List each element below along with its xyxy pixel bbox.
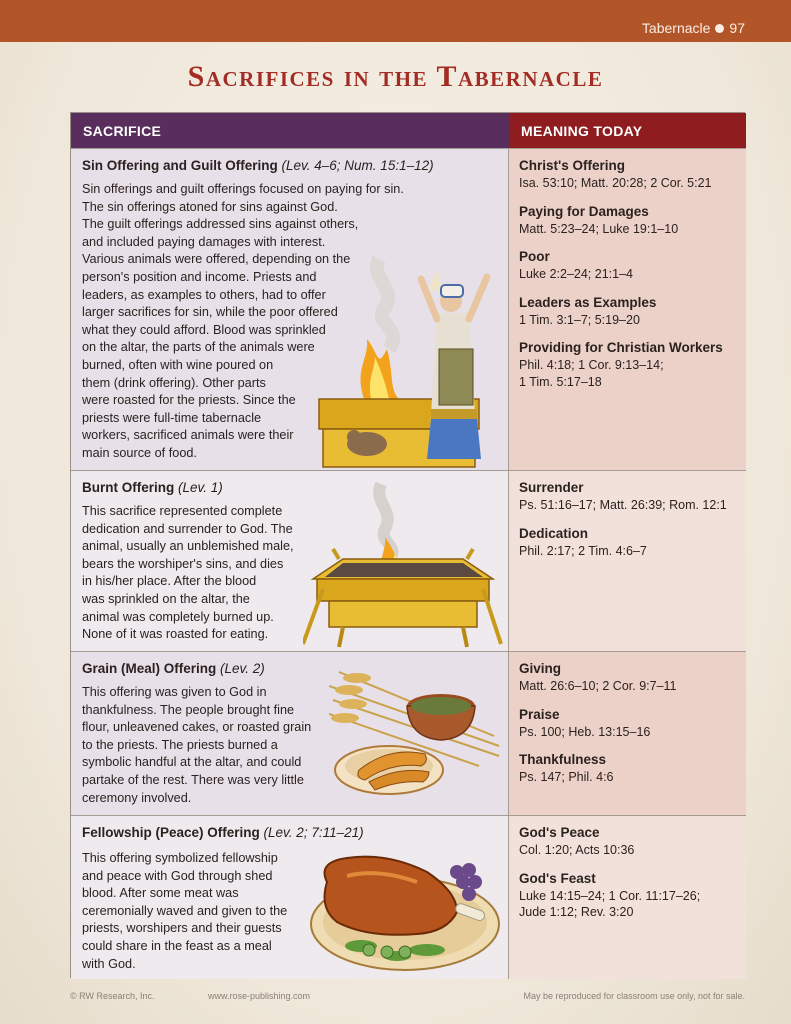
meaning-item [519,249,736,283]
sacrifice-reference: (Lev. 2) [220,661,265,676]
sacrifice-reference: (Lev. 4–6; Num. 15:1–12) [281,158,434,173]
meaning-refs: Matt. 5:23–24; Luke 19:1–10 [519,221,679,236]
footer-copyright: © RW Research, Inc. [70,991,155,1001]
page-number: 97 [729,20,745,36]
meaning-cell [509,471,746,651]
sacrifice-name: Sin Offering and Guilt Offering [82,158,278,173]
meaning-item [519,480,736,514]
bronze-altar-illustration [303,479,503,649]
meaning-title: Poor [519,249,550,264]
meaning-refs: Luke 2:2–24; 21:1–4 [519,267,633,281]
footer-notice: May be reproduced for classroom use only, not for sale. [523,991,745,1001]
meaning-refs: 1 Tim. 3:1–7; 5:19–20 [519,312,640,327]
table-row [71,470,746,651]
bullet-dot-icon [715,24,724,33]
sacrifice-name: Grain (Meal) Offering [82,661,217,676]
meaning-refs: Ps. 51:16–17; Matt. 26:39; Rom. 12:1 [519,498,727,512]
footer-website: www.rose-publishing.com [208,991,311,1001]
column-header-sacrifice: SACRIFICE [71,113,509,148]
sacrifice-title [82,825,364,840]
meaning-title: Dedication [519,525,589,541]
section-name: Tabernacle [641,20,711,36]
table-row [71,815,746,979]
meaning-item [519,661,736,695]
meaning-title: Surrender [519,480,584,495]
meaning-title: Paying for Damages [519,203,649,219]
meaning-item [519,825,736,859]
column-header-meaning: MEANING TODAY [509,113,746,148]
meaning-refs: Ps. 100; Heb. 13:15–16 [519,724,651,739]
running-head [642,20,745,36]
meaning-refs: Isa. 53:10; Matt. 20:28; 2 Cor. 5:21 [519,176,712,190]
meaning-title: Giving [519,661,562,676]
meaning-item [519,752,736,786]
meaning-refs: Col. 1:20; Acts 10:36 [519,843,635,857]
sacrifices-table [70,112,745,978]
meaning-cell [509,149,746,470]
sacrifice-name: Fellowship (Peace) Offering [82,825,260,840]
meaning-cell [509,652,746,815]
meaning-item [519,204,736,238]
meaning-title: God's Peace [519,825,600,840]
priest-altar-illustration [309,249,505,469]
meaning-title: Leaders as Examples [519,294,657,310]
meaning-item [519,526,736,560]
sacrifice-title [82,661,265,676]
table-row [71,651,746,815]
meaning-title: Providing for Christian Workers [519,340,723,355]
meaning-cell [509,816,746,979]
table-row [71,148,746,470]
sacrifice-reference: (Lev. 2; 7:11–21) [263,825,364,840]
roast-meat-illustration [307,852,503,976]
page-title: Sacrifices in the Tabernacle [187,60,604,93]
sacrifice-description: Sin offerings and guilt offerings focused on paying for sin. The sin offerings atoned for sins against God. The guilt offerings addressed sins against others, and included paying damages with interest. Various animals were offered, depending on the person's position and income. Priests and leaders, as examples to others, had to offer larger sacrifices for sin, while the poor offered what they could afford. Blood was sprinkled on the altar, the parts of the animals were burned, often with wine poured on them (drink offering). Other parts were roasted for the priests. Since the priests were full-time tabernacle workers, sacrificed animals were their main source of food. [82,182,404,460]
sacrifice-description: This offering was given to God in thankfulness. The people brought fine flour, unleavened cakes, or roasted grain to the priests. The priests burned a symbolic handful at the altar, and could partake of the rest. There was very little ceremony involved. [82,685,312,805]
sacrifice-description: This sacrifice represented complete dedication and surrender to God. The animal, usually an unblemished male, bears the worshiper's sins, and dies in his/her place. After the blood was sprinkled on the altar, the animal was completely burned up. None of it was roasted for eating. [82,504,294,642]
meaning-item [519,707,736,741]
sacrifice-cell [71,471,509,651]
meaning-refs: Phil. 4:18; 1 Cor. 9:13–14; 1 Tim. 5:17–18 [519,358,664,389]
meaning-refs: Ps. 147; Phil. 4:6 [519,770,614,784]
meaning-item [519,340,736,390]
sacrifice-title [82,158,434,173]
sacrifice-description: This offering symbolized fellowship and peace with God through shed blood. After some meat was ceremonially waved and given to the priests, worshipers and their guests could share in the feast as a meal with God. [82,851,288,971]
meaning-refs: Matt. 26:6–10; 2 Cor. 9:7–11 [519,679,677,693]
meaning-title: God's Feast [519,870,596,886]
grain-bread-illustration [329,666,505,814]
meaning-refs: Phil. 2:17; 2 Tim. 4:6–7 [519,543,647,558]
meaning-title: Praise [519,706,560,722]
sacrifice-title [82,480,223,495]
meaning-title: Thankfulness [519,752,607,767]
meaning-title: Christ's Offering [519,158,625,173]
meaning-item [519,871,736,921]
meaning-refs: Luke 14:15–24; 1 Cor. 11:17–26; Jude 1:12; Rev. 3:20 [519,888,701,919]
sacrifice-reference: (Lev. 1) [178,480,223,495]
meaning-item [519,158,736,192]
meaning-item [519,295,736,329]
sacrifice-cell [71,652,509,815]
sacrifice-cell [71,149,509,470]
sacrifice-name: Burnt Offering [82,480,175,495]
sacrifice-cell [71,816,509,979]
